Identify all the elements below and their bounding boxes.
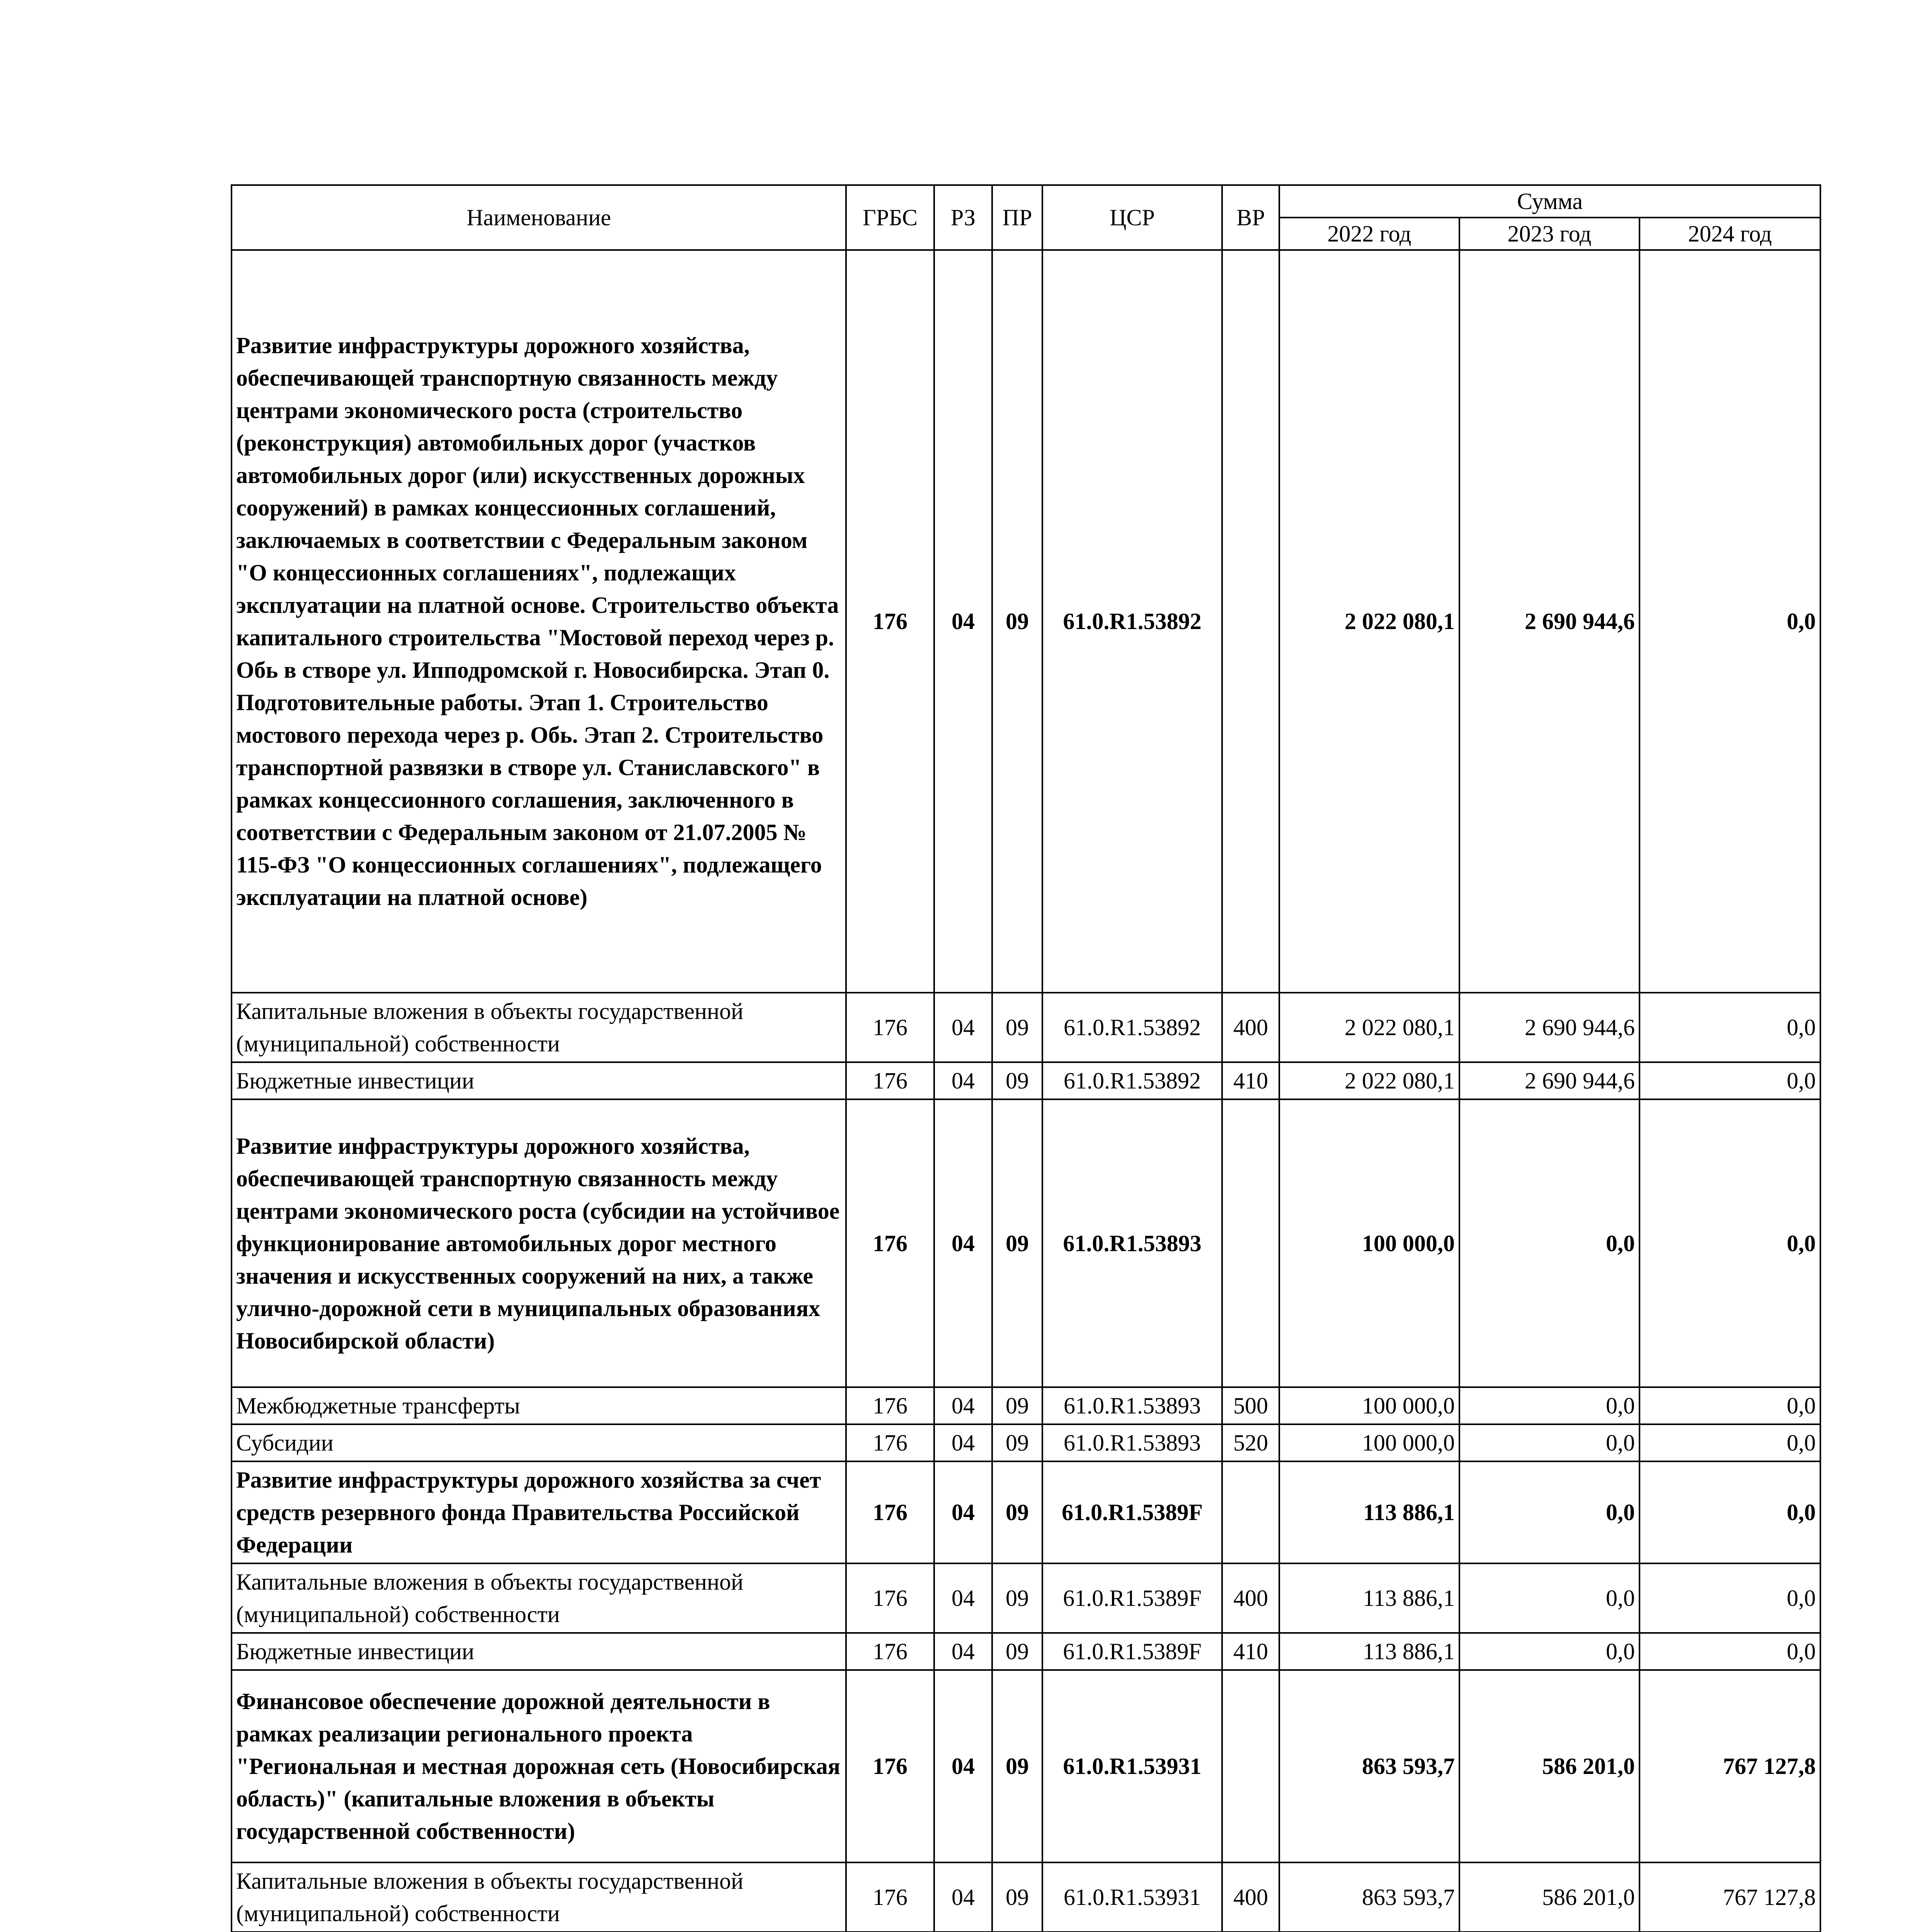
header-row [232, 185, 1820, 218]
cell-2022: 863 593,7 [1279, 1862, 1459, 1932]
cell-grbs: 176 [846, 1062, 934, 1099]
cell-name: Субсидии [232, 1424, 846, 1461]
cell-vr: 400 [1222, 993, 1279, 1062]
cell-csr: 61.0.R1.53892 [1042, 1062, 1222, 1099]
cell-2024: 0,0 [1639, 1633, 1820, 1670]
table-row [232, 1633, 1820, 1670]
cell-grbs: 176 [846, 993, 934, 1062]
cell-pr: 09 [992, 1461, 1042, 1563]
cell-vr: 410 [1222, 1633, 1279, 1670]
cell-csr: 61.0.R1.5389F [1042, 1563, 1222, 1633]
cell-2024: 0,0 [1639, 993, 1820, 1062]
cell-2022: 100 000,0 [1279, 1424, 1459, 1461]
cell-grbs: 176 [846, 1670, 934, 1862]
budget-table [231, 184, 1821, 1932]
cell-vr: 400 [1222, 1563, 1279, 1633]
table-body [232, 250, 1820, 1932]
cell-rz: 04 [934, 1670, 992, 1862]
cell-rz: 04 [934, 1633, 992, 1670]
table-row [232, 250, 1820, 993]
col-header-2024: 2024 год [1639, 218, 1820, 250]
col-header-2022: 2022 год [1279, 218, 1459, 250]
cell-2023: 0,0 [1459, 1424, 1639, 1461]
cell-vr: 410 [1222, 1062, 1279, 1099]
cell-2023: 0,0 [1459, 1099, 1639, 1387]
cell-2024: 0,0 [1639, 1387, 1820, 1424]
cell-2022: 100 000,0 [1279, 1099, 1459, 1387]
cell-rz: 04 [934, 993, 992, 1062]
cell-rz: 04 [934, 1563, 992, 1633]
cell-rz: 04 [934, 1862, 992, 1932]
cell-name: Межбюджетные трансферты [232, 1387, 846, 1424]
cell-name: Развитие инфраструктуры дорожного хозяйства за счет средств резервного фонда Правительства Российской Федерации [232, 1461, 846, 1563]
cell-grbs: 176 [846, 1387, 934, 1424]
table-row [232, 1862, 1820, 1932]
col-header-csr: ЦСР [1042, 185, 1222, 250]
cell-2024: 767 127,8 [1639, 1862, 1820, 1932]
table-row [232, 993, 1820, 1062]
cell-grbs: 176 [846, 1633, 934, 1670]
cell-2023: 586 201,0 [1459, 1670, 1639, 1862]
table-row [232, 1461, 1820, 1563]
cell-name: Бюджетные инвестиции [232, 1633, 846, 1670]
cell-pr: 09 [992, 1424, 1042, 1461]
cell-rz: 04 [934, 1099, 992, 1387]
cell-pr: 09 [992, 1062, 1042, 1099]
col-header-rz: РЗ [934, 185, 992, 250]
cell-csr: 61.0.R1.53892 [1042, 993, 1222, 1062]
cell-2022: 113 886,1 [1279, 1563, 1459, 1633]
cell-2024: 0,0 [1639, 1424, 1820, 1461]
cell-2023: 2 690 944,6 [1459, 1062, 1639, 1099]
cell-2023: 2 690 944,6 [1459, 250, 1639, 993]
col-header-vr: ВР [1222, 185, 1279, 250]
cell-2023: 0,0 [1459, 1633, 1639, 1670]
cell-pr: 09 [992, 1862, 1042, 1932]
cell-pr: 09 [992, 1563, 1042, 1633]
cell-2023: 2 690 944,6 [1459, 993, 1639, 1062]
cell-csr: 61.0.R1.53893 [1042, 1424, 1222, 1461]
cell-name: Развитие инфраструктуры дорожного хозяйства, обеспечивающей транспортную связанность между центрами экономического роста (строительство (реконструкция) автомобильных дорог (участков автомобильных дорог (или) искусственных дорожных сооружений) в рамках концессионных соглашений, заключаемых в соответствии с Федеральным законом "О концессионных соглашениях", подлежащих эксплуатации на платной основе. Строительство объекта капитального строительства "Мостовой переход через р. Обь в створе ул. Ипподромской г. Новосибирска. Этап 0. Подготовительные работы. Этап 1. Строительство мостового перехода через р. Обь. Этап 2. Строительство транспортной развязки в створе ул. Станиславского" в рамках концессионного соглашения, заключенного в соответствии с Федеральным законом от 21.07.2005 № 115-ФЗ "О концессионных соглашениях", подлежащего эксплуатации на платной основе) [232, 250, 846, 993]
cell-2024: 0,0 [1639, 1099, 1820, 1387]
cell-vr: 520 [1222, 1424, 1279, 1461]
cell-rz: 04 [934, 1387, 992, 1424]
cell-pr: 09 [992, 1099, 1042, 1387]
cell-csr: 61.0.R1.5389F [1042, 1461, 1222, 1563]
cell-2024: 0,0 [1639, 1563, 1820, 1633]
cell-2024: 0,0 [1639, 1461, 1820, 1563]
cell-rz: 04 [934, 1424, 992, 1461]
cell-name: Финансовое обеспечение дорожной деятельности в рамках реализации регионального проекта "Региональная и местная дорожная сеть (Новосибирская область)" (капитальные вложения в объекты государственной собственности) [232, 1670, 846, 1862]
cell-pr: 09 [992, 1670, 1042, 1862]
table-row [232, 1563, 1820, 1633]
cell-2023: 0,0 [1459, 1563, 1639, 1633]
col-header-name: Наименование [232, 185, 846, 250]
cell-grbs: 176 [846, 1099, 934, 1387]
cell-2023: 0,0 [1459, 1387, 1639, 1424]
cell-vr [1222, 1461, 1279, 1563]
cell-pr: 09 [992, 993, 1042, 1062]
cell-2022: 113 886,1 [1279, 1461, 1459, 1563]
cell-2022: 2 022 080,1 [1279, 250, 1459, 993]
cell-grbs: 176 [846, 1862, 934, 1932]
cell-2022: 100 000,0 [1279, 1387, 1459, 1424]
table-row [232, 1062, 1820, 1099]
cell-2023: 0,0 [1459, 1461, 1639, 1563]
cell-vr: 500 [1222, 1387, 1279, 1424]
cell-2024: 767 127,8 [1639, 1670, 1820, 1862]
cell-csr: 61.0.R1.53893 [1042, 1099, 1222, 1387]
cell-csr: 61.0.R1.53892 [1042, 250, 1222, 993]
cell-vr [1222, 1670, 1279, 1862]
cell-2024: 0,0 [1639, 1062, 1820, 1099]
table-row [232, 1099, 1820, 1387]
cell-2024: 0,0 [1639, 250, 1820, 993]
cell-2023: 586 201,0 [1459, 1862, 1639, 1932]
cell-rz: 04 [934, 1062, 992, 1099]
cell-vr: 400 [1222, 1862, 1279, 1932]
cell-grbs: 176 [846, 1563, 934, 1633]
cell-pr: 09 [992, 250, 1042, 993]
cell-2022: 113 886,1 [1279, 1633, 1459, 1670]
cell-name: Капитальные вложения в объекты государственной (муниципальной) собственности [232, 1862, 846, 1932]
cell-2022: 2 022 080,1 [1279, 993, 1459, 1062]
col-header-sum: Сумма [1279, 185, 1820, 218]
cell-grbs: 176 [846, 1461, 934, 1563]
col-header-grbs: ГРБС [846, 185, 934, 250]
cell-name: Бюджетные инвестиции [232, 1062, 846, 1099]
cell-csr: 61.0.R1.53893 [1042, 1387, 1222, 1424]
cell-csr: 61.0.R1.5389F [1042, 1633, 1222, 1670]
cell-grbs: 176 [846, 1424, 934, 1461]
cell-vr [1222, 1099, 1279, 1387]
cell-grbs: 176 [846, 250, 934, 993]
cell-pr: 09 [992, 1633, 1042, 1670]
cell-rz: 04 [934, 1461, 992, 1563]
cell-rz: 04 [934, 250, 992, 993]
table-row [232, 1670, 1820, 1862]
table-row [232, 1387, 1820, 1424]
col-header-pr: ПР [992, 185, 1042, 250]
cell-pr: 09 [992, 1387, 1042, 1424]
col-header-2023: 2023 год [1459, 218, 1639, 250]
cell-vr [1222, 250, 1279, 993]
cell-name: Развитие инфраструктуры дорожного хозяйства, обеспечивающей транспортную связанность между центрами экономического роста (субсидии на устойчивое функционирование автомобильных дорог местного значения и искусственных сооружений на них, а также улично-дорожной сети в муниципальных образованиях Новосибирской области) [232, 1099, 846, 1387]
cell-name: Капитальные вложения в объекты государственной (муниципальной) собственности [232, 993, 846, 1062]
cell-name: Капитальные вложения в объекты государственной (муниципальной) собственности [232, 1563, 846, 1633]
table-row [232, 1424, 1820, 1461]
cell-csr: 61.0.R1.53931 [1042, 1670, 1222, 1862]
cell-2022: 863 593,7 [1279, 1670, 1459, 1862]
cell-2022: 2 022 080,1 [1279, 1062, 1459, 1099]
cell-csr: 61.0.R1.53931 [1042, 1862, 1222, 1932]
